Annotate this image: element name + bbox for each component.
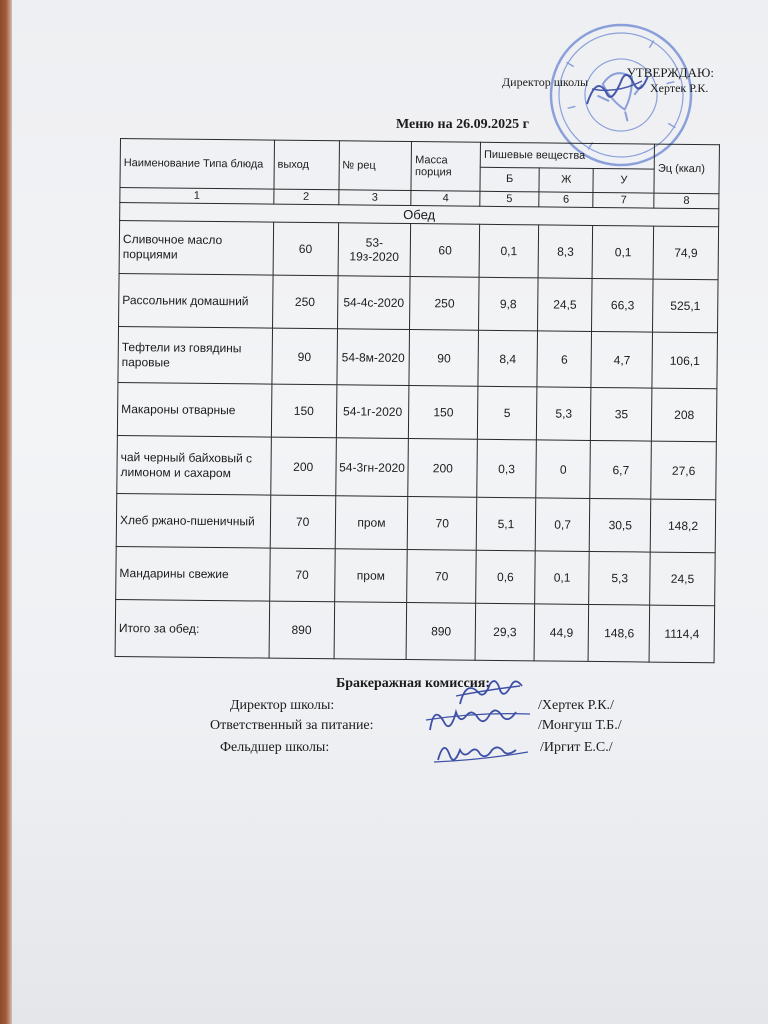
menu-title: Меню на 26.09.2025 г xyxy=(396,117,529,132)
col-number: 1 xyxy=(120,188,274,205)
header-name: Наименование Типа блюда xyxy=(120,139,274,190)
col-number: 5 xyxy=(480,191,539,207)
header-rec: № рец xyxy=(339,141,412,191)
dish-b: 8,4 xyxy=(478,330,537,387)
table-header-row xyxy=(120,139,719,170)
director-signature xyxy=(582,64,652,114)
commission-title: Бракеражная комиссия: xyxy=(336,676,490,691)
member-name: /Иргит Е.С./ xyxy=(540,740,613,755)
dish-zh: 6 xyxy=(537,331,592,388)
dish-mass: 70 xyxy=(408,497,477,551)
table-row xyxy=(119,273,719,332)
dish-mass: 150 xyxy=(409,386,478,440)
dish-output: 150 xyxy=(271,384,336,438)
header-b: Б xyxy=(480,167,539,192)
approve-heading: УТВЕРЖДАЮ: xyxy=(626,65,714,80)
col-number: 3 xyxy=(338,190,411,206)
col-number: 4 xyxy=(411,191,480,207)
dish-output: 90 xyxy=(272,328,337,385)
dish-output: 60 xyxy=(273,222,338,276)
dish-u: 35 xyxy=(591,387,652,441)
total-label: Итого за обед: xyxy=(115,599,269,658)
dish-zh: 0,7 xyxy=(535,498,590,552)
dish-b: 9,8 xyxy=(479,277,538,331)
dish-u: 6,7 xyxy=(590,440,651,499)
total-energy: 1114,4 xyxy=(649,605,714,663)
total-output: 890 xyxy=(269,601,334,659)
dish-energy: 74,9 xyxy=(653,226,718,280)
total-rec xyxy=(334,602,407,660)
dish-energy: 106,1 xyxy=(652,332,717,389)
dish-rec: 53-19з-2020 xyxy=(338,223,411,277)
dish-u: 0,1 xyxy=(593,225,654,279)
dish-energy: 525,1 xyxy=(653,279,718,333)
member-role: Директор школы: xyxy=(230,698,335,713)
dish-name: Хлеб ржано-пшеничный xyxy=(116,493,270,548)
table-row xyxy=(119,221,719,280)
dish-b: 0,3 xyxy=(477,439,536,498)
header-output: выход xyxy=(274,140,339,190)
table-row xyxy=(117,382,717,441)
member-name: /Хертек Р.К./ xyxy=(538,698,614,713)
dish-output: 250 xyxy=(272,275,337,329)
dish-b: 0,6 xyxy=(476,550,535,604)
table-row xyxy=(116,493,716,552)
dish-b: 0,1 xyxy=(479,224,538,278)
member-role: Ответственный за питание: xyxy=(210,718,374,733)
dish-energy: 148,2 xyxy=(650,499,715,553)
table-row xyxy=(118,326,718,388)
header-zh: Ж xyxy=(539,167,594,192)
dish-energy: 24,5 xyxy=(650,552,715,606)
total-u: 148,6 xyxy=(589,604,650,662)
dish-zh: 0 xyxy=(536,440,591,499)
dish-zh: 5,3 xyxy=(536,387,591,441)
director-name: Хертек Р.К. xyxy=(650,81,709,95)
total-b: 29,3 xyxy=(475,603,534,661)
director-line xyxy=(502,75,709,95)
dish-zh: 8,3 xyxy=(538,225,593,279)
dish-rec: 54-4с-2020 xyxy=(337,276,410,330)
dish-name: Мандарины свежие xyxy=(116,546,270,601)
dish-rec: 54-3гн-2020 xyxy=(335,438,408,497)
table-row xyxy=(117,435,717,499)
section-title: Обед xyxy=(120,203,719,227)
dish-u: 4,7 xyxy=(591,331,652,388)
signature-medic xyxy=(432,732,532,768)
dish-output: 70 xyxy=(269,548,334,602)
member-name: /Монгуш Т.Б./ xyxy=(538,718,622,733)
dish-name: чай черный байховый с лимоном и сахаром xyxy=(117,435,271,495)
dish-mass: 60 xyxy=(410,224,479,278)
dish-zh: 24,5 xyxy=(537,278,592,332)
dish-b: 5 xyxy=(478,386,537,440)
dish-rec: пром xyxy=(335,496,408,550)
dish-name: Сливочное масло порциями xyxy=(119,221,273,276)
dish-b: 5,1 xyxy=(476,497,535,551)
dish-name: Тефтели из говядины паровые xyxy=(118,326,272,384)
dish-u: 66,3 xyxy=(592,278,653,332)
dish-output: 200 xyxy=(271,437,336,496)
dish-zh: 0,1 xyxy=(535,551,590,605)
dish-mass: 90 xyxy=(409,330,478,387)
dish-rec: 54-1г-2020 xyxy=(336,385,409,439)
member-role: Фельдшер школы: xyxy=(220,740,330,755)
dish-name: Макароны отварные xyxy=(117,382,271,437)
dish-rec: пром xyxy=(334,549,407,603)
dish-name: Рассольник домашний xyxy=(119,273,273,328)
header-mass: Масса порция xyxy=(411,142,480,192)
dish-u: 30,5 xyxy=(590,498,651,552)
dish-energy: 27,6 xyxy=(651,441,716,500)
header-energy: Эц (ккал) xyxy=(654,144,719,194)
dish-u: 5,3 xyxy=(589,551,650,605)
dish-output: 70 xyxy=(270,495,335,549)
dish-mass: 200 xyxy=(408,439,477,498)
header-u: У xyxy=(593,168,654,193)
col-number: 6 xyxy=(539,192,594,208)
menu-table xyxy=(115,138,720,663)
total-zh: 44,9 xyxy=(534,604,589,662)
col-number: 2 xyxy=(274,189,339,205)
table-row xyxy=(116,546,716,605)
col-number: 8 xyxy=(654,193,719,209)
col-number: 7 xyxy=(593,192,654,208)
director-label: Директор школы xyxy=(502,75,589,89)
header-nutrients: Пишевые вещества xyxy=(480,142,654,168)
total-row xyxy=(115,599,715,662)
dish-mass: 250 xyxy=(410,277,479,331)
dish-energy: 208 xyxy=(652,388,717,442)
dish-rec: 54-8м-2020 xyxy=(336,329,409,386)
dish-mass: 70 xyxy=(407,550,476,604)
total-mass: 890 xyxy=(406,603,475,661)
